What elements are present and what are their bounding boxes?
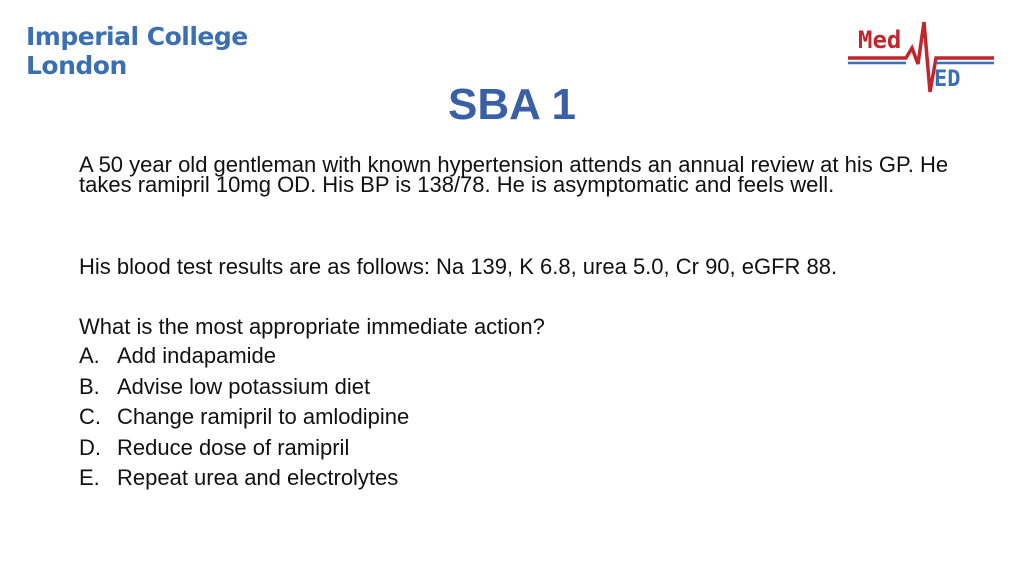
- option-text: Add indapamide: [117, 343, 277, 368]
- slide-title: SBA 1: [448, 80, 576, 129]
- answer-options-list: [79, 342, 779, 495]
- imperial-logo-line1: Imperial College: [26, 22, 248, 51]
- imperial-college-logo: [26, 22, 256, 80]
- option-letter: D.: [79, 434, 101, 460]
- option-letter: C.: [79, 404, 101, 429]
- option-a[interactable]: [79, 342, 779, 373]
- option-c[interactable]: [79, 403, 779, 434]
- question-prompt: What is the most appropriate immediate action?: [79, 314, 545, 339]
- option-e[interactable]: [79, 464, 779, 495]
- meded-logo-med: Med: [858, 26, 902, 54]
- meded-logo-ed: ED: [934, 67, 961, 92]
- option-letter: B.: [79, 373, 100, 399]
- option-letter: E.: [79, 465, 100, 490]
- option-d[interactable]: [79, 434, 779, 465]
- option-letter: A.: [79, 343, 100, 368]
- option-text: Reduce dose of ramipril: [117, 434, 350, 460]
- question-stem: A 50 year old gentleman with known hypertension attends an annual review at his GP. He takes ramipril 10mg OD. His BP is 138/78. He is asymptomatic and feels well.: [79, 152, 949, 197]
- option-b[interactable]: [79, 373, 779, 404]
- option-text: Repeat urea and electrolytes: [117, 465, 399, 490]
- option-text: Advise low potassium diet: [117, 373, 371, 399]
- option-text: Change ramipril to amlodipine: [117, 404, 410, 429]
- imperial-logo-line2: London: [26, 51, 127, 80]
- blood-results: His blood test results are as follows: Na 139, K 6.8, urea 5.0, Cr 90, eGFR 88.: [79, 254, 838, 279]
